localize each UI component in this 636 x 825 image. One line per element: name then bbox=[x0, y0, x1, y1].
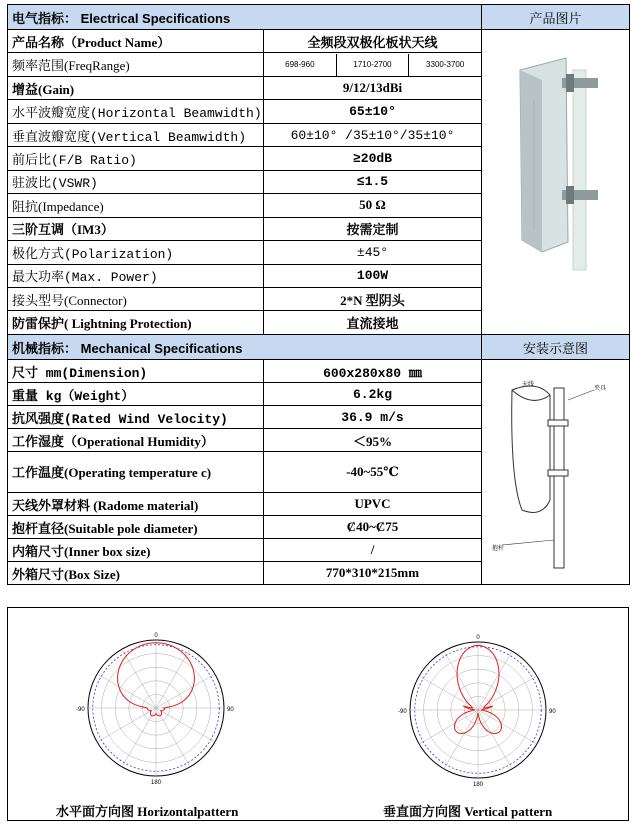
spec-label: 外箱尺寸(Box Size) bbox=[8, 562, 264, 585]
angle-label-right: 90 bbox=[549, 709, 556, 715]
angle-label-top: 0 bbox=[476, 635, 480, 641]
spec-label: 增益(Gain) bbox=[8, 76, 264, 99]
polar-grid-spoke bbox=[419, 710, 478, 744]
spec-label: 三阶互调（IM3） bbox=[8, 217, 264, 240]
angle-label-bottom: 180 bbox=[472, 782, 484, 788]
spec-table bbox=[7, 4, 630, 585]
install-diagram bbox=[482, 360, 628, 580]
polar-grid-spoke bbox=[444, 710, 478, 769]
install-diagram-cell bbox=[482, 360, 630, 585]
freq-band: 698-960 bbox=[264, 54, 337, 76]
spec-value: 65±10° bbox=[264, 100, 482, 123]
spec-value: 600x280x80 ㎜ bbox=[264, 360, 482, 383]
polar-grid-spoke bbox=[97, 708, 156, 742]
spec-label: 重量 kg（Weight） bbox=[8, 383, 264, 406]
spec-value: / bbox=[264, 539, 482, 562]
spec-label: 前后比(F/B Ratio) bbox=[8, 147, 264, 170]
angle-label-left: -90 bbox=[398, 709, 407, 715]
antenna-label: 天线 bbox=[522, 382, 535, 388]
electrical-row bbox=[8, 30, 630, 53]
spec-label: 垂直波瓣宽度(Vertical Beamwidth) bbox=[8, 123, 264, 146]
radiation-patterns-panel bbox=[7, 607, 629, 821]
spec-value: ≤1.5 bbox=[264, 170, 482, 193]
angle-label-right: 90 bbox=[227, 707, 234, 713]
spec-label: 内箱尺寸(Inner box size) bbox=[8, 539, 264, 562]
install-diagram-header: 安装示意图 bbox=[482, 335, 630, 360]
antenna-photo bbox=[482, 30, 628, 330]
spec-label: 阻抗(Impedance) bbox=[8, 194, 264, 217]
spec-value: -40~55℃ bbox=[264, 452, 482, 493]
spec-label: 接头型号(Connector) bbox=[8, 287, 264, 310]
spec-label: 防雷保护( Lightning Protection) bbox=[8, 311, 264, 335]
angle-label-left: -90 bbox=[76, 707, 85, 713]
spec-label: 极化方式(Polarization) bbox=[8, 241, 264, 264]
electrical-section-header: 电气指标： Electrical Specifications bbox=[8, 5, 482, 30]
spec-value: UPVC bbox=[264, 493, 482, 516]
polar-grid-spoke bbox=[156, 708, 190, 767]
spec-label: 天线外罩材料 (Radome material) bbox=[8, 493, 264, 516]
spec-label: 产品名称（Product Name） bbox=[8, 30, 264, 53]
polar-grid-spoke bbox=[478, 651, 512, 710]
horizontal-pattern-chart bbox=[76, 633, 234, 786]
angle-label-bottom: 180 bbox=[150, 780, 162, 786]
product-photo-header: 产品图片 bbox=[482, 5, 630, 30]
pole-label: 抱杆 bbox=[492, 546, 505, 552]
spec-value: 60±10° /35±10°/35±10° bbox=[264, 123, 482, 146]
spec-value: ＜95% bbox=[264, 429, 482, 452]
spec-value: ±45° bbox=[264, 241, 482, 264]
mechanical-section-header: 机械指标： Mechanical Specifications bbox=[8, 335, 482, 360]
polar-grid-spoke bbox=[156, 708, 215, 742]
polar-grid-spoke bbox=[122, 708, 156, 767]
clamp-label: 夹具 bbox=[594, 386, 607, 392]
spec-value: Ȼ40~Ȼ75 bbox=[264, 516, 482, 539]
spec-value: 100W bbox=[264, 264, 482, 287]
spec-value: 6.2kg bbox=[264, 383, 482, 406]
polar-grid-spoke bbox=[97, 674, 156, 708]
angle-label-top: 0 bbox=[154, 633, 158, 639]
spec-value: 全频段双极化板状天线 bbox=[264, 30, 482, 53]
product-photo-cell bbox=[482, 30, 630, 335]
spec-value: 9/12/13dBi bbox=[264, 76, 482, 99]
spec-label: 工作湿度（Operational Humidity） bbox=[8, 429, 264, 452]
spec-label: 驻波比(VSWR) bbox=[8, 170, 264, 193]
spec-value: 36.9 m/s bbox=[264, 406, 482, 429]
freq-band: 3300-3700 bbox=[426, 59, 465, 69]
polar-grid-spoke bbox=[156, 674, 215, 708]
spec-value: 2*N 型阴头 bbox=[264, 287, 482, 310]
spec-label: 频率范围(FreqRange) bbox=[8, 53, 264, 76]
vertical-pattern-caption: 垂直面方向图 Vertical pattern bbox=[383, 804, 553, 819]
freq-range-value bbox=[264, 53, 482, 76]
mechanical-row bbox=[8, 360, 630, 383]
polar-grid-spoke bbox=[478, 710, 512, 769]
spec-value: 按需定制 bbox=[264, 217, 482, 240]
horizontal-pattern-caption: 水平面方向图 Horizontalpattern bbox=[56, 804, 239, 819]
spec-label: 水平波瓣宽度(Horizontal Beamwidth) bbox=[8, 100, 264, 123]
spec-value: ≥20dB bbox=[264, 147, 482, 170]
spec-label: 最大功率(Max. Power) bbox=[8, 264, 264, 287]
freq-band: 1710-2700 bbox=[337, 54, 410, 76]
spec-label: 抗风强度(Rated Wind Velocity) bbox=[8, 406, 264, 429]
vertical-pattern-chart bbox=[398, 635, 556, 788]
polar-grid-spoke bbox=[478, 710, 537, 744]
spec-sheet bbox=[7, 4, 629, 820]
spec-value: 50 Ω bbox=[264, 194, 482, 217]
spec-label: 抱杆直径(Suitable pole diameter) bbox=[8, 516, 264, 539]
spec-label: 尺寸 mm(Dimension) bbox=[8, 360, 264, 383]
polar-grid-spoke bbox=[444, 651, 478, 710]
spec-value: 770*310*215mm bbox=[264, 562, 482, 585]
radiation-patterns-svg bbox=[8, 608, 628, 820]
spec-value: 直流接地 bbox=[264, 311, 482, 335]
spec-label: 工作温度(Operating temperature c) bbox=[8, 452, 264, 493]
